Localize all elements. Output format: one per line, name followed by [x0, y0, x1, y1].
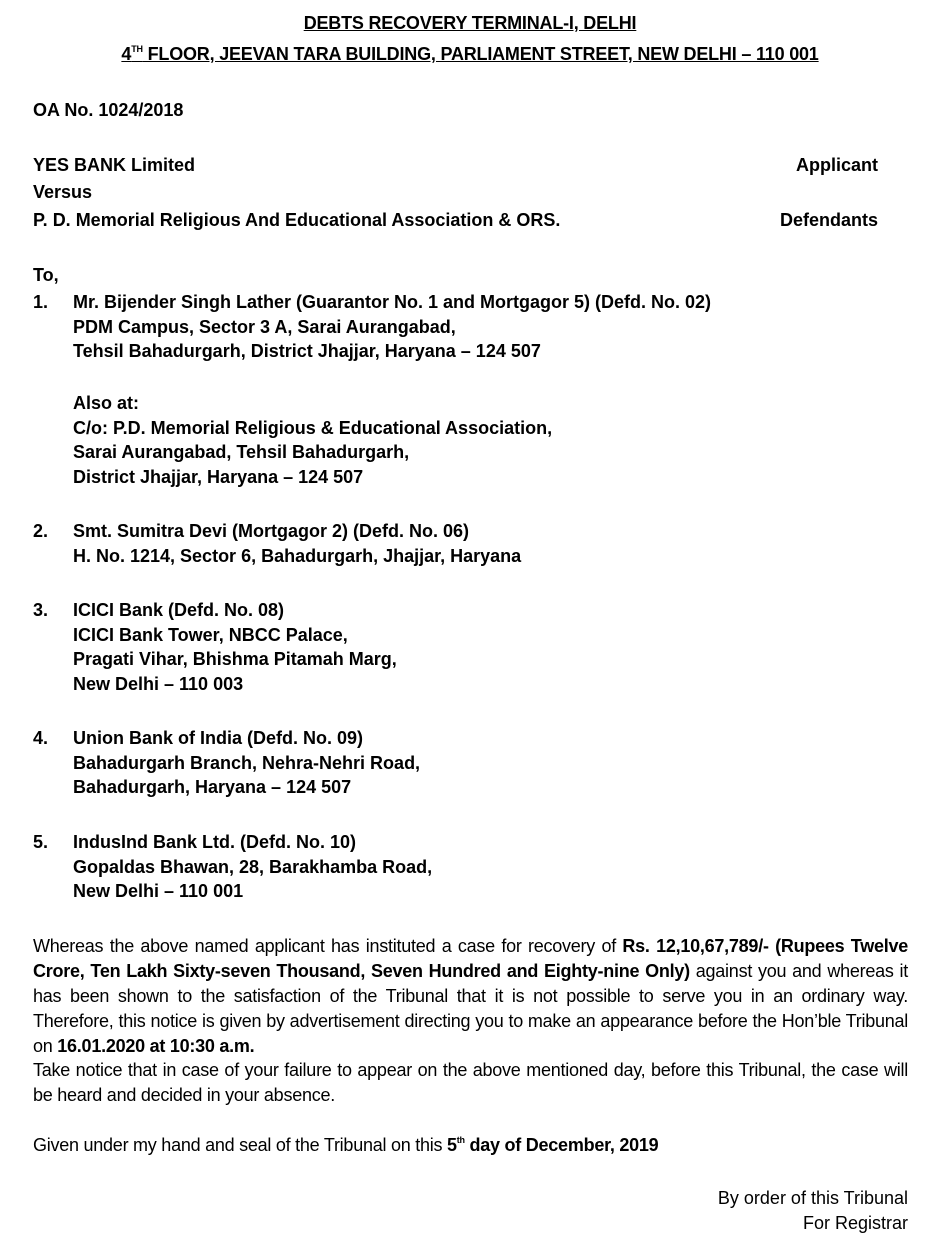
p3-day: 5 — [447, 1135, 457, 1155]
recipient-2-address — [73, 519, 521, 568]
applicant-role: Applicant — [795, 155, 878, 175]
recipient-4-line-3: Bahadurgarh, Haryana – 124 507 — [73, 777, 352, 797]
address-rest: FLOOR, JEEVAN TARA BUILDING, PARLIAMENT STREET, NEW DELHI – 110 001 — [142, 44, 819, 64]
notice-paragraph-2: Take notice that in case of your failure to appear on the above mentioned day, before this Tribunal, the case will be heard and decided in your absence. — [33, 1060, 908, 1105]
recipient-4-address — [73, 726, 420, 800]
recipient-1-address — [73, 290, 711, 364]
recipient-3-number: 3. — [33, 600, 49, 620]
defendant-role: Defendants — [779, 210, 878, 230]
p3-day-suffix: th — [456, 1135, 465, 1145]
recipient-3-line-4: New Delhi – 110 003 — [73, 673, 244, 694]
recipient-1-line-3: Tehsil Bahadurgarh, District Jhajjar, Haryana – 124 507 — [73, 341, 541, 361]
hearing-date: 16.01.2020 at 10:30 a.m. — [57, 1036, 255, 1056]
recipient-4-line-2: Bahadurgarh Branch, Nehra-Nehri Road, — [73, 752, 421, 773]
floor-number: 4 — [121, 44, 132, 64]
recipient-1-number: 1. — [33, 292, 49, 312]
p1-middle: against you and whereas it has been shown to the satisfaction of the Tribunal that it is not possible to serve you in an ordinary way. Therefore, this notice is given by advertisement directing you to make an appearance before the Hon’ble Tribunal on — [33, 961, 909, 1056]
applicant-name: YES BANK Limited — [33, 155, 196, 175]
floor-superscript: TH — [131, 44, 143, 54]
recipient-2-number: 2. — [33, 521, 49, 541]
versus-label: Versus — [33, 182, 93, 202]
recipient-2-line-1: Smt. Sumitra Devi (Mortgagor 2) (Defd. No. 06) — [73, 521, 470, 541]
to-label: To, — [33, 265, 59, 285]
tribunal-title: DEBTS RECOVERY TERMINAL-I, DELHI — [303, 13, 637, 33]
signature-block — [718, 1186, 908, 1236]
recipient-3-line-3: Pragati Vihar, Bhishma Pitamah Marg, — [73, 649, 397, 669]
recovery-amount: Rs. 12,10,67,789/- (Rupees Twelve Crore, Ten Lakh Sixty-seven Thousand, Seven Hundred and Eighty-nine Only) — [33, 936, 908, 981]
p1-intro: Whereas the above named applicant has instituted a case for recovery of — [33, 936, 623, 956]
recipient-1-also-at — [73, 391, 552, 489]
recipient-3-address — [73, 598, 397, 696]
recipient-5-address — [73, 830, 432, 904]
also-at-line-3: District Jhajjar, Haryana – 124 507 — [73, 466, 364, 487]
also-at-line-2: Sarai Aurangabad, Tehsil Bahadurgarh, — [73, 442, 410, 462]
tribunal-address — [0, 42, 940, 67]
recipient-5-line-3: New Delhi – 110 001 — [73, 881, 244, 901]
recipient-3-line-1: ICICI Bank (Defd. No. 08) — [73, 600, 285, 620]
also-at-line-1: C/o: P.D. Memorial Religious & Educational Association, — [73, 417, 553, 438]
notice-paragraph-3 — [33, 1133, 908, 1158]
recipient-4-number: 4. — [33, 728, 49, 748]
defendant-name: P. D. Memorial Religious And Educational Association & ORS. — [33, 210, 561, 230]
recipient-1-line-1: Mr. Bijender Singh Lather (Guarantor No. 1 and Mortgagor 5) (Defd. No. 02) — [73, 292, 712, 312]
recipient-1-line-2: PDM Campus, Sector 3 A, Sarai Aurangabad, — [73, 316, 456, 337]
signature-line-1: By order of this Tribunal — [717, 1188, 908, 1208]
recipient-4-line-1: Union Bank of India (Defd. No. 09) — [73, 728, 364, 748]
p3-intro: Given under my hand and seal of the Tribunal on this — [33, 1135, 448, 1155]
also-at-label: Also at: — [73, 393, 140, 413]
recipient-5-line-2: Gopaldas Bhawan, 28, Barakhamba Road, — [73, 856, 433, 877]
recipient-5-number: 5. — [33, 832, 49, 852]
recipient-5-line-1: IndusInd Bank Ltd. (Defd. No. 10) — [73, 832, 356, 852]
recipient-2-line-2: H. No. 1214, Sector 6, Bahadurgarh, Jhajjar, Haryana — [73, 545, 522, 566]
notice-paragraph-1 — [33, 934, 908, 1059]
p3-date-rest: day of December, 2019 — [464, 1135, 659, 1155]
oa-number: OA No. 1024/2018 — [33, 100, 184, 120]
recipient-3-line-2: ICICI Bank Tower, NBCC Palace, — [73, 624, 348, 645]
signature-line-2: For Registrar — [802, 1213, 908, 1233]
